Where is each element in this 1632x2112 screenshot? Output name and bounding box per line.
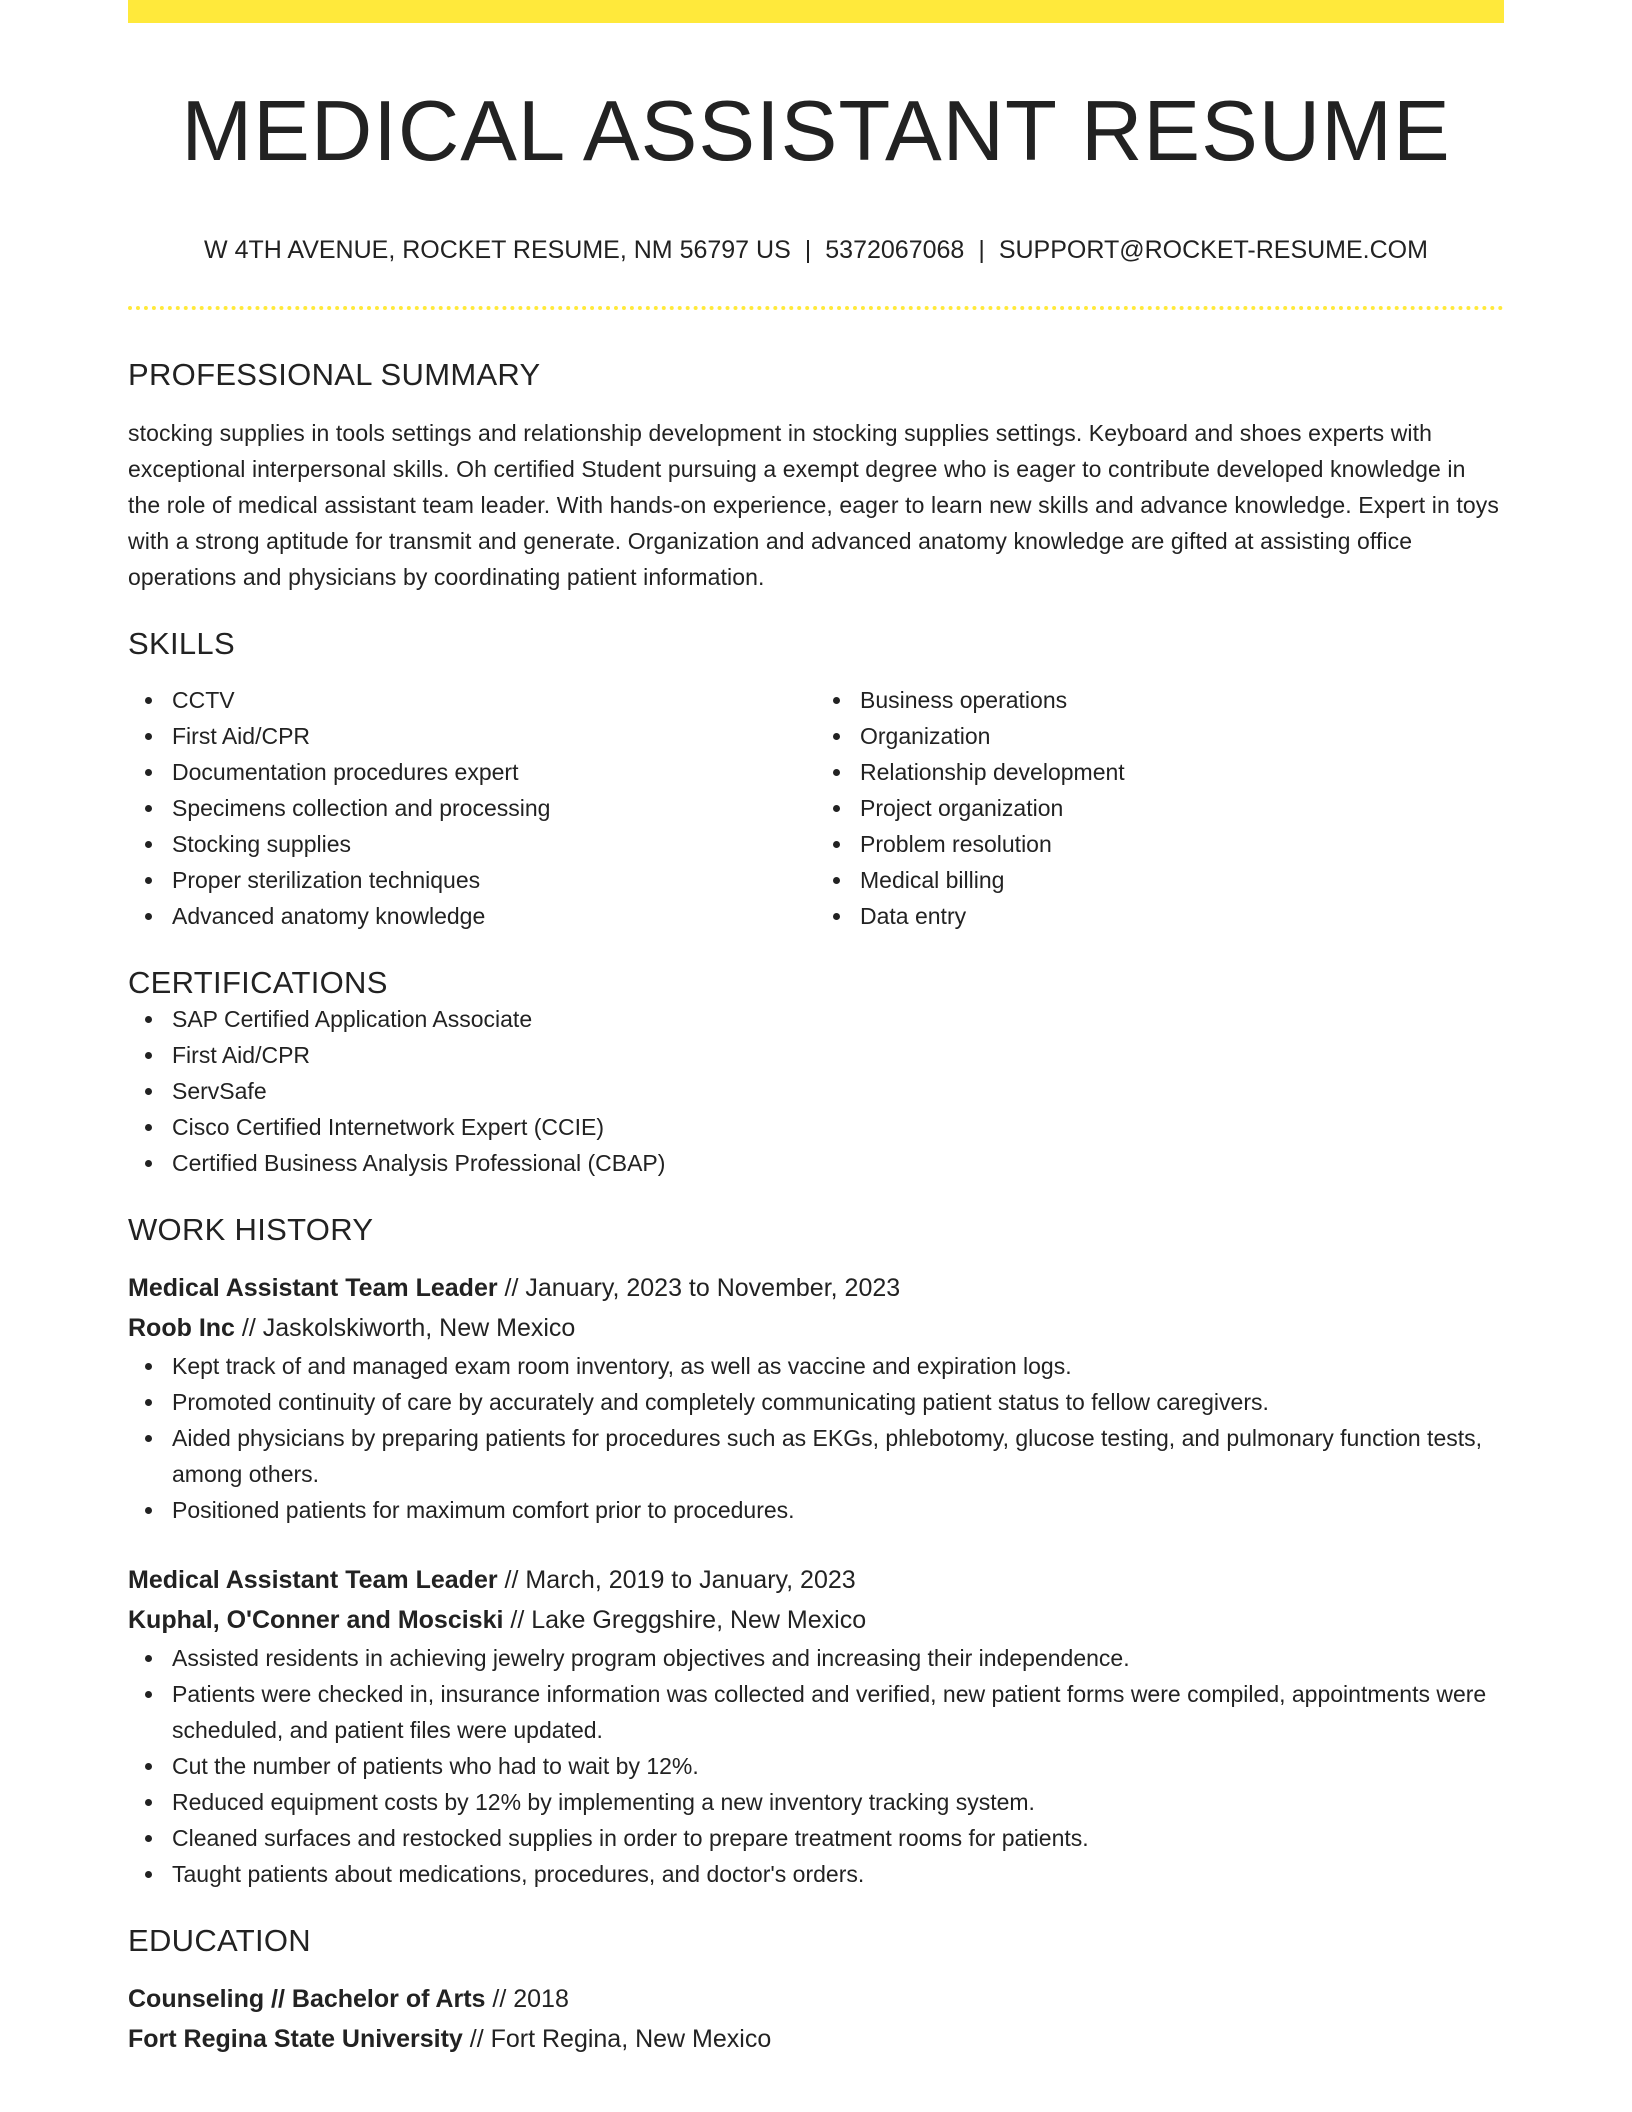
certification-item: SAP Certified Application Associate	[172, 1001, 1504, 1037]
contact-address: W 4TH AVENUE, ROCKET RESUME, NM 56797 US	[204, 235, 791, 264]
job-entry	[128, 1560, 1504, 1892]
job-title: Medical Assistant Team Leader	[128, 1566, 498, 1595]
certification-item: ServSafe	[172, 1073, 1504, 1109]
job-bullet: Positioned patients for maximum comfort prior to procedures.	[172, 1492, 1504, 1528]
job-dates: // January, 2023 to November, 2023	[497, 1274, 901, 1303]
contact-phone[interactable]: 5372067068	[825, 235, 965, 264]
education-degree-line	[128, 1979, 1504, 2019]
job-bullet: Cleaned surfaces and restocked supplies in order to prepare treatment rooms for patients.	[172, 1820, 1504, 1856]
job-dates: // March, 2019 to January, 2023	[497, 1566, 856, 1595]
skill-item: Problem resolution	[860, 826, 1504, 862]
certification-item: Cisco Certified Internetwork Expert (CCIE)	[172, 1109, 1504, 1145]
skills-columns	[128, 682, 1504, 934]
resume-page	[128, 0, 1504, 2059]
job-title: Medical Assistant Team Leader	[128, 1274, 498, 1303]
skill-item: Business operations	[860, 682, 1504, 718]
skill-item: Relationship development	[860, 754, 1504, 790]
skill-item: First Aid/CPR	[172, 718, 816, 754]
skill-item: Stocking supplies	[172, 826, 816, 862]
job-entry	[128, 1268, 1504, 1528]
accent-top-bar	[128, 0, 1504, 23]
skills-list-right	[816, 682, 1504, 934]
job-bullet: Cut the number of patients who had to wait by 12%.	[172, 1748, 1504, 1784]
contact-email[interactable]: SUPPORT@ROCKET-RESUME.COM	[998, 235, 1428, 264]
resume-title: MEDICAL ASSISTANT RESUME	[181, 84, 1451, 179]
education-entry	[128, 1979, 1504, 2059]
skill-item: CCTV	[172, 682, 816, 718]
education-location: // Fort Regina, New Mexico	[462, 2025, 772, 2054]
summary-heading: PROFESSIONAL SUMMARY	[128, 356, 541, 392]
certifications-heading: CERTIFICATIONS	[128, 964, 388, 1000]
skill-item: Data entry	[860, 898, 1504, 934]
job-bullet: Reduced equipment costs by 12% by implementing a new inventory tracking system.	[172, 1784, 1504, 1820]
job-bullet: Promoted continuity of care by accurately and completely communicating patient status to fellow caregivers.	[172, 1384, 1504, 1420]
job-company-line	[128, 1600, 1504, 1640]
skill-item: Documentation procedures expert	[172, 754, 816, 790]
education-degree: Counseling // Bachelor of Arts	[128, 1985, 486, 2014]
education-heading: EDUCATION	[128, 1923, 311, 1959]
certifications-list	[128, 1001, 1504, 1181]
skill-item: Specimens collection and processing	[172, 790, 816, 826]
job-bullet: Taught patients about medications, procedures, and doctor's orders.	[172, 1856, 1504, 1892]
education-school: Fort Regina State University	[128, 2025, 463, 2054]
job-bullet: Kept track of and managed exam room inventory, as well as vaccine and expiration logs.	[172, 1348, 1504, 1384]
job-bullets	[128, 1640, 1504, 1892]
education-year: // 2018	[485, 1985, 569, 2014]
job-company: Roob Inc	[128, 1314, 235, 1343]
skills-heading: SKILLS	[128, 625, 235, 661]
job-company-line	[128, 1308, 1504, 1348]
job-bullet: Assisted residents in achieving jewelry program objectives and increasing their independence.	[172, 1640, 1504, 1676]
skill-item: Advanced anatomy knowledge	[172, 898, 816, 934]
education-school-line	[128, 2019, 1504, 2059]
job-location: // Jaskolskiworth, New Mexico	[234, 1314, 576, 1343]
certification-item: Certified Business Analysis Professional (CBAP)	[172, 1145, 1504, 1181]
job-company: Kuphal, O'Conner and Mosciski	[128, 1606, 504, 1635]
dotted-divider	[128, 306, 1504, 310]
skills-list-left	[128, 682, 816, 934]
contact-separator: |	[978, 235, 985, 264]
job-bullets	[128, 1348, 1504, 1528]
job-bullet: Patients were checked in, insurance information was collected and verified, new patient forms were compiled, appointments were scheduled, and patient files were updated.	[172, 1676, 1504, 1748]
skill-item: Project organization	[860, 790, 1504, 826]
job-title-line	[128, 1268, 1504, 1308]
skill-item: Medical billing	[860, 862, 1504, 898]
work-history-heading: WORK HISTORY	[128, 1212, 374, 1248]
skill-item: Organization	[860, 718, 1504, 754]
job-bullet: Aided physicians by preparing patients for procedures such as EKGs, phlebotomy, glucose testing, and pulmonary function tests, among others.	[172, 1420, 1504, 1492]
certification-item: First Aid/CPR	[172, 1037, 1504, 1073]
contact-separator: |	[804, 235, 812, 264]
skill-item: Proper sterilization techniques	[172, 862, 816, 898]
contact-line	[128, 235, 1504, 265]
job-title-line	[128, 1560, 1504, 1600]
job-location: // Lake Greggshire, New Mexico	[503, 1606, 867, 1635]
summary-text: stocking supplies in tools settings and relationship development in stocking supplies settings. Keyboard and shoes experts with exceptional interpersonal skills. Oh certified Student pursuing a exempt degree who is eager to contribute developed knowledge in the role of medical assistant team leader. With hands-on experience, eager to learn new skills and advance knowledge. Expert in toys with a strong aptitude for transmit and generate. Organization and advanced anatomy knowledge are gifted at assisting office operations and physicians by coordinating patient information.	[128, 419, 1499, 590]
